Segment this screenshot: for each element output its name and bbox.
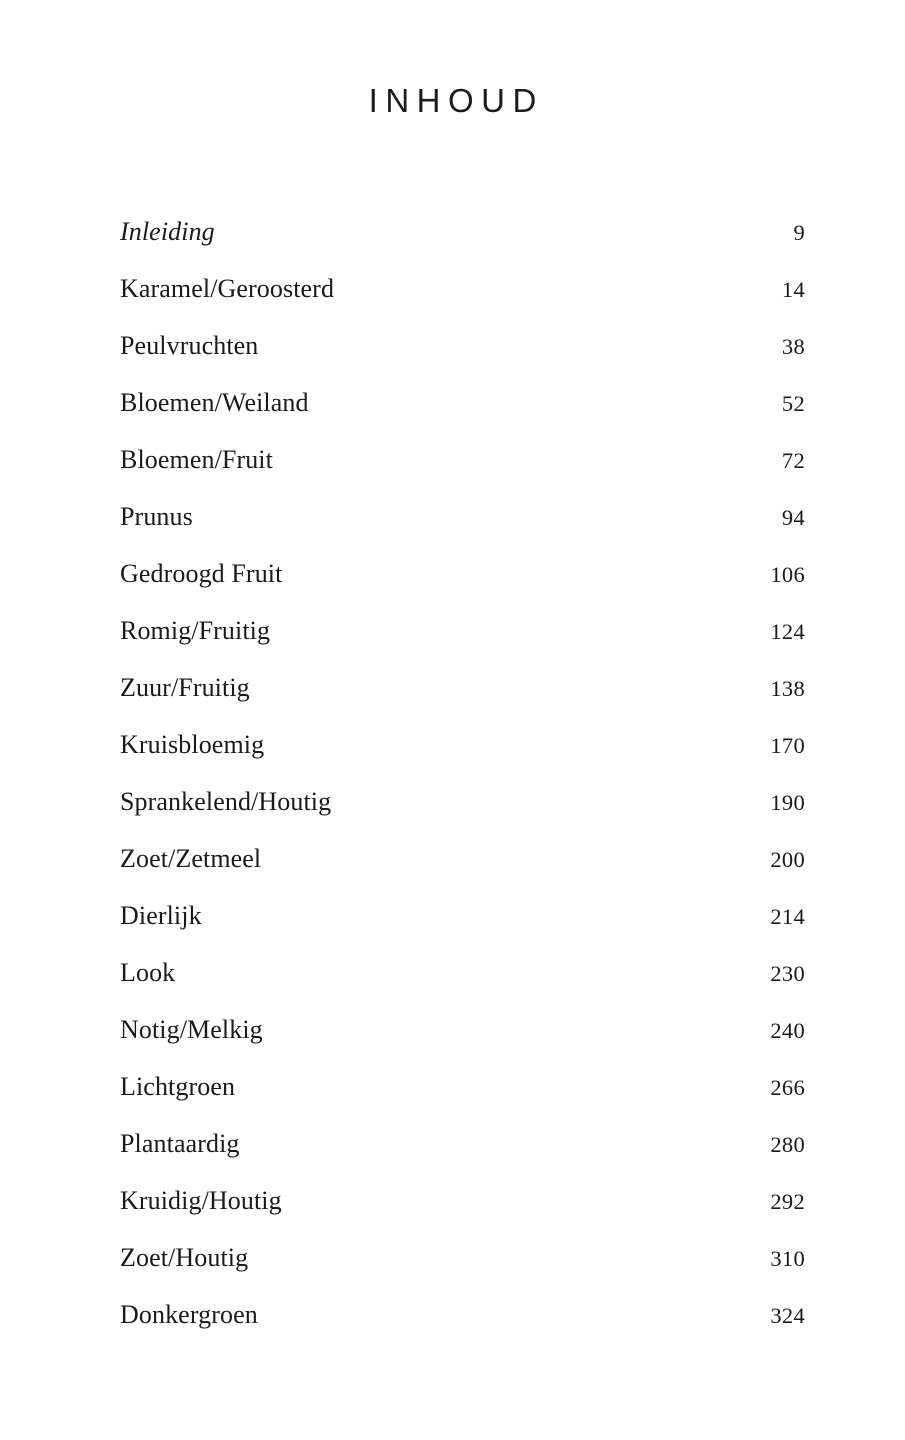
toc-entry[interactable] [120,1115,805,1172]
toc-entry[interactable] [120,1286,805,1343]
toc-entry-title: Gedroogd Fruit [120,559,283,588]
toc-entry-title: Bloemen/Weiland [120,388,309,417]
toc-entry-title: Lichtgroen [120,1072,236,1101]
toc-entry-page-number: 106 [770,562,805,587]
toc-entry-title: Peulvruchten [120,331,259,360]
toc-entry[interactable] [120,830,805,887]
toc-entry-page-number: 324 [770,1303,805,1328]
toc-entry-title: Sprankelend/Houtig [120,787,332,816]
toc-entry-page-number: 14 [781,277,805,302]
toc-entry[interactable] [120,602,805,659]
toc-entry-title: Donkergroen [120,1300,258,1329]
toc-entry-title: Zoet/Zetmeel [120,844,262,873]
toc-entry[interactable] [120,887,805,944]
toc-entry[interactable] [120,203,805,260]
toc-entry[interactable] [120,716,805,773]
toc-entry-title: Look [120,958,176,987]
toc-entry[interactable] [120,317,805,374]
toc-entry-title: Notig/Melkig [120,1015,263,1044]
page-title: INHOUD [368,82,544,119]
toc-entry-page-number: 72 [781,448,805,473]
toc-entry-title: Zuur/Fruitig [120,673,250,702]
toc-entry[interactable] [120,773,805,830]
toc-entry-page-number: 240 [770,1018,805,1043]
toc-entry-page-number: 124 [770,619,805,644]
toc-entry-page-number: 38 [781,334,805,359]
toc-entry-page-number: 200 [770,847,805,872]
toc-entry-page-number: 138 [770,676,805,701]
toc-entry[interactable] [120,488,805,545]
toc-entry-title: Romig/Fruitig [120,616,271,645]
toc-entry[interactable] [120,545,805,602]
toc-entry-title: Bloemen/Fruit [120,445,273,474]
toc-entry-page-number: 214 [770,904,805,929]
toc-entry-page-number: 190 [770,790,805,815]
toc-entry-page-number: 94 [781,505,805,530]
toc-entry-page-number: 170 [770,733,805,758]
toc-entry[interactable] [120,1001,805,1058]
toc-entry-page-number: 230 [770,961,805,986]
toc-entry-page-number: 52 [781,391,805,416]
toc-entry-title: Karamel/Geroosterd [120,274,335,303]
toc-entry-title: Kruidig/Houtig [120,1186,282,1215]
toc-entry[interactable] [120,260,805,317]
toc-entry[interactable] [120,1229,805,1286]
toc-entry-page-number: 292 [770,1189,805,1214]
toc-entry-title: Dierlijk [120,901,202,930]
toc-entry[interactable] [120,1172,805,1229]
toc-entry-page-number: 266 [770,1075,805,1100]
toc-entry[interactable] [120,659,805,716]
toc-entry-title: Plantaardig [120,1129,240,1158]
table-of-contents-list [120,203,805,1343]
toc-entry[interactable] [120,374,805,431]
toc-entry-title: Zoet/Houtig [120,1243,249,1272]
toc-entry[interactable] [120,1058,805,1115]
toc-entry[interactable] [120,944,805,1001]
toc-entry-page-number: 9 [793,220,805,245]
toc-entry-page-number: 310 [770,1246,805,1271]
toc-entry-title: Inleiding [120,217,215,246]
toc-entry-title: Prunus [120,502,193,531]
toc-entry-page-number: 280 [770,1132,805,1157]
toc-entry-title: Kruisbloemig [120,730,265,759]
toc-entry[interactable] [120,431,805,488]
